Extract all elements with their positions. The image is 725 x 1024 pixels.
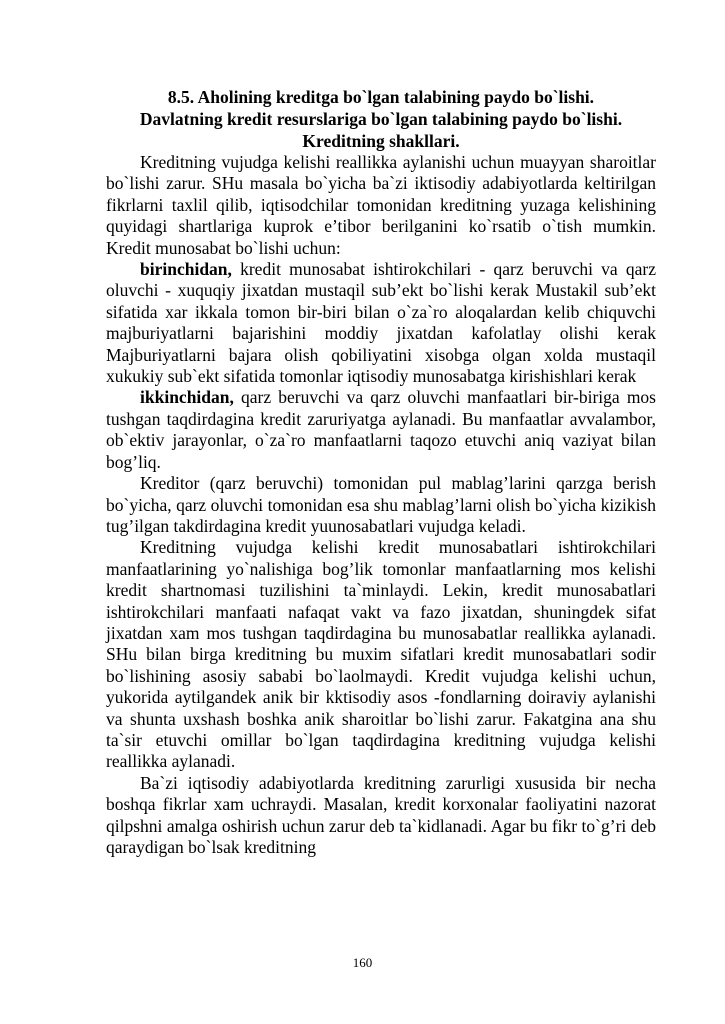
paragraph-5: Kreditning vujudga kelishi kredit munosabatlari ishtirokchilari manfaatlarining yo`nalishiga bog’lik tomonlar manfaatlarning mos kelishi kredit shartnomasi tuzilishini ta`minlaydi. Lekin, kredit munosabatlari ishtirokchilari manfaati nafaqat vakt va fazo jixatdan, shuningdek sifat jixatdan xam mos tushgan taqdirdagina bu munosabatlar reallikka aylanadi. SHu bilan birga kreditning bu muxim sifatlari kredit munosabatlari sodir bo`lishining asosiy sababi bo`laolmaydi. Kredit vujudga kelishi uchun, yukorida aytilgandek anik bir kktisodiy asos -fondlarning doiraviy aylanishi va shunta uxshash boshka anik sharoitlar bo`lishi zarur. Fakatgina ana shu ta`sir etuvchi omillar bo`lgan taqdirdagina kreditning vujudga kelishi reallikka aylanadi. (106, 537, 656, 772)
paragraph-6: Ba`zi iqtisodiy adabiyotlarda kreditning zarurligi xususida bir necha boshqa fikrlar xam uchraydi. Masalan, kredit korxonalar faoliyatini nazorat qilpshni amalga oshirish uchun zarur deb ta`kidlanadi. Agar bu fikr to`g’ri deb qaraydigan bo`lsak kreditning (106, 772, 656, 857)
paragraph-3 (106, 387, 656, 473)
paragraph-4: Kreditor (qarz beruvchi) tomonidan pul mablag’larini qarzga berish bo`yicha, qarz oluvchi tomonidan esa shu mablag’larni olish bo`yicha kizikish tug’ilgan takdirdagina kredit yuunosabatlari vujudga keladi. (106, 473, 656, 536)
section-heading (106, 86, 656, 152)
paragraph-1: Kreditning vujudga kelishi reallikka aylanishi uchun muayyan sharoitlar bo`lishi zarur. SHu masala bo`yicha ba`zi iktisodiy adabiyotlarda keltirilgan fikrlarni taxlil qilib, iqtisodchilar tomonidan kreditning yuzaga kelishining quyidagi shartlariga kuprok e’tibor berilganini ko`rsatib o`tish mumkin. Kredit munosabat bo`lishi uchun: (106, 152, 656, 258)
heading-line-3: Kreditning shakllari. (302, 131, 460, 151)
paragraph-2 (106, 259, 656, 387)
paragraph-3-body: qarz beruvchi va qarz oluvchi manfaatlari bir-biriga mos tushgan taqdirdagina kredit zaruriyatga aylanadi. Bu manfaatlar avvalambor, ob`ektiv jarayonlar, o`za`ro manfaatlarni taqozo etuvchi aniq vaziyat bilan bog’liq. (106, 387, 656, 472)
document-page (106, 86, 656, 858)
paragraph-2-lead: birinchidan, (140, 259, 232, 280)
paragraph-2-body: kredit munosabat ishtirokchilari - qarz beruvchi va qarz oluvchi - xuquqiy jixatdan mustaqil sub’ekt bo`lishi kerak Mustakil sub’ekt sifatida xar ikkala tomon bir-biri bilan o`za`ro aloqalardan kelib chiquvchi majburiyatlarni bajarishini moddiy jixatdan kafolatlay olishi kerak Majburiyatlarni bajara olish qobiliyatini xisobga olgan xolda mustaqil xukukiy sub`ekt sifatida tomonlar iqtisodiy munosabatga kirishishlari kerak (106, 259, 656, 387)
heading-line-2: Davlatning kredit resurslariga bo`lgan talabining paydo bo`lishi. (139, 109, 623, 129)
paragraph-3-lead: ikkinchidan, (140, 387, 234, 408)
page-number: 160 (352, 955, 373, 970)
heading-line-1: 8.5. Aholining kreditga bo`lgan talabining paydo bo`lishi. (167, 87, 595, 107)
